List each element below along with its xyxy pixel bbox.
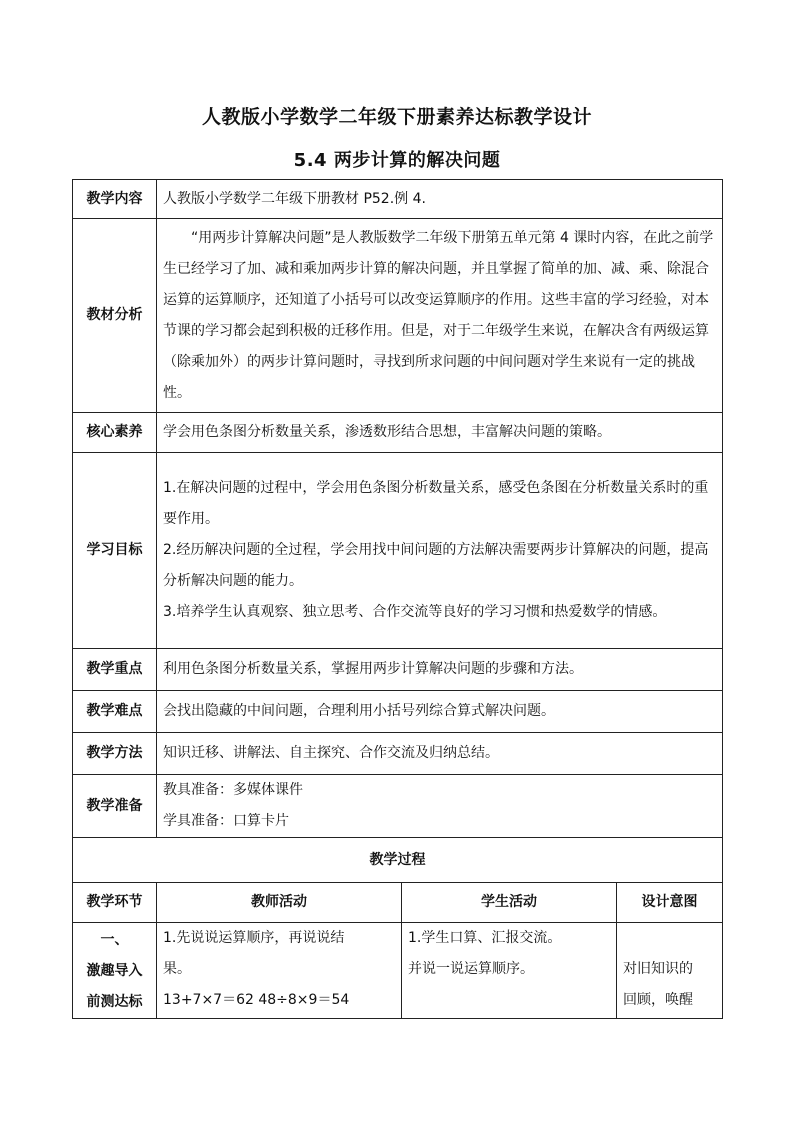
stage-1-intent [617,923,723,1019]
row-content [73,180,723,219]
value-goals [157,453,723,649]
student-line: 并说一说运算顺序。 [408,961,534,977]
header-teacher: 教师活动 [157,883,402,923]
teacher-line: 13+7×7＝62 48÷8×9＝54 [163,992,350,1008]
intent-line: 回顾，唤醒 [623,992,693,1008]
stage-1-teacher [157,923,402,1019]
lesson-plan-table [72,179,723,1019]
row-prep [73,775,723,838]
row-process-title [73,838,723,883]
header-intent: 设计意图 [617,883,723,923]
lesson-title: 5.4 两步计算的解决问题 [293,150,501,171]
value-method: 知识迁移、讲解法、自主探究、合作交流及归纳总结。 [157,733,723,775]
intent-line: 对旧知识的 [623,961,693,977]
process-title: 教学过程 [73,838,723,883]
value-literacy: 学会用色条图分析数量关系，渗透数形结合思想，丰富解决问题的策略。 [157,413,723,453]
goal-item: 1.在解决问题的过程中，学会用色条图分析数量关系，感受色条图在分析数量关系时的重要作用。 [163,480,709,527]
header-student: 学生活动 [402,883,617,923]
value-key-point: 利用色条图分析数量关系，掌握用两步计算解决问题的步骤和方法。 [157,649,723,691]
row-analysis [73,219,723,413]
label-method: 教学方法 [73,733,157,775]
stage-line: 激趣导入 [86,963,143,979]
row-literacy [73,413,723,453]
page-title: 人教版小学数学二年级下册素养达标教学设计 [201,106,592,128]
stage-1-student [402,923,617,1019]
prep-student: 学具准备：口算卡片 [163,813,289,829]
label-literacy: 核心素养 [73,413,157,453]
student-line: 1.学生口算、汇报交流。 [408,930,562,946]
label-prep: 教学准备 [73,775,157,838]
header-stage: 教学环节 [73,883,157,923]
row-goals [73,453,723,649]
row-stage-1 [73,923,723,1019]
row-method [73,733,723,775]
prep-teacher: 教具准备：多媒体课件 [163,782,303,798]
row-key-point [73,649,723,691]
label-key-point: 教学重点 [73,649,157,691]
value-analysis [157,219,723,413]
label-analysis: 教材分析 [73,219,157,413]
teacher-line: 1.先说说运算顺序，再说说结 [163,930,345,946]
label-goals: 学习目标 [73,453,157,649]
stage-line: 前测达标 [86,994,143,1010]
goal-item: 3.培养学生认真观察、独立思考、合作交流等良好的学习习惯和热爱数学的情感。 [163,604,667,620]
stage-line: 一、 [100,932,129,948]
row-process-headers [73,883,723,923]
value-content: 人教版小学数学二年级下册教材 P52.例 4. [157,180,723,219]
analysis-paragraph: “用两步计算解决问题”是人教版数学二年级下册第五单元第 4 课时内容，在此之前学生已经学习了加、减和乘加两步计算的解决问题，并且掌握了简单的加、减、乘、除混合运算的运算顺序，还知道了小括号可以改变运算顺序的作用。这些丰富的学习经验，对本节课的学习都会起到积极的迁移作用。但是，对于二年级学生来说，在解决含有两级运算（除乘加外）的两步计算问题时，寻找到所求问题的中间问题对学生来说有一定的挑战性。 [163,229,714,401]
value-prep [157,775,723,838]
row-difficulty [73,691,723,733]
stage-1-label [73,923,157,1019]
label-content: 教学内容 [73,180,157,219]
goal-item: 2.经历解决问题的全过程，学会用找中间问题的方法解决需要两步计算解决的问题，提高分析解决问题的能力。 [163,542,709,589]
value-difficulty: 会找出隐藏的中间问题，合理利用小括号列综合算式解决问题。 [157,691,723,733]
label-difficulty: 教学难点 [73,691,157,733]
teacher-line: 果。 [163,961,191,977]
